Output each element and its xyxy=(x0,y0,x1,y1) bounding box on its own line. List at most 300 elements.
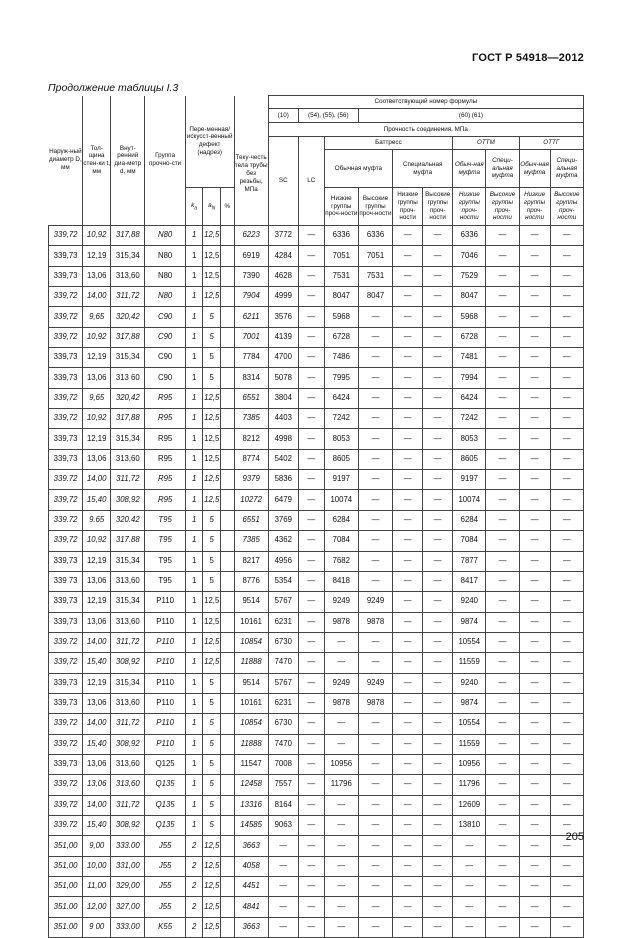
cell-an: 5 xyxy=(203,673,221,693)
cell-ottm-normal: 9874 xyxy=(453,612,486,632)
cell-wall-thickness: 10,92 xyxy=(83,409,111,429)
cell-ottm-special: — xyxy=(486,877,519,897)
cell-yield-strength: 8776 xyxy=(234,571,268,591)
cell-ottm-normal: — xyxy=(453,917,486,937)
cell-ottg-normal: — xyxy=(519,449,550,469)
cell-outer-diameter: 339,73 xyxy=(49,551,83,571)
cell-ottg-special: — xyxy=(550,734,583,754)
cell-buttress-normal-low: 7995 xyxy=(324,368,358,388)
cell-buttress-special-low: — xyxy=(393,693,423,713)
cell-ottg-normal: — xyxy=(519,734,550,754)
cell-an: 5 xyxy=(203,754,221,774)
cell-ottg-normal: — xyxy=(519,246,550,266)
cell-inner-diameter: 315,34 xyxy=(111,592,145,612)
cell-yield-strength: 9379 xyxy=(234,470,268,490)
cell-buttress-special-low: — xyxy=(393,551,423,571)
cell-ottg-special: — xyxy=(550,836,583,856)
cell-lc: — xyxy=(298,226,324,246)
cell-lc: — xyxy=(298,571,324,591)
cell-buttress-special-high: — xyxy=(423,409,453,429)
cell-buttress-special-high: — xyxy=(423,470,453,490)
cell-buttress-normal-high: — xyxy=(358,531,392,551)
cell-lc: — xyxy=(298,246,324,266)
cell-inner-diameter: 315,34 xyxy=(111,246,145,266)
cell-inner-diameter: 317,88 xyxy=(111,226,145,246)
cell-buttress-normal-high: — xyxy=(358,632,392,652)
cell-wall-thickness: 13,06 xyxy=(83,266,111,286)
cell-sc: — xyxy=(268,836,298,856)
cell-buttress-normal-high: — xyxy=(358,836,392,856)
cell-strength-group: N80 xyxy=(145,226,185,246)
cell-sc: 5402 xyxy=(268,449,298,469)
cell-ottg-normal: — xyxy=(519,815,550,835)
cell-ottm-normal: 9874 xyxy=(453,693,486,713)
table-row xyxy=(49,754,584,774)
header-blank xyxy=(234,96,268,123)
cell-wall-thickness: 13,06 xyxy=(83,754,111,774)
cell-ottm-normal: — xyxy=(453,856,486,876)
cell-ottg-special: — xyxy=(550,632,583,652)
cell-ottm-normal: 13810 xyxy=(453,815,486,835)
cell-buttress-normal-low: 9249 xyxy=(324,592,358,612)
cell-outer-diameter: 339.72 xyxy=(49,632,83,652)
cell-ottm-normal: 6424 xyxy=(453,388,486,408)
cell-buttress-special-low: — xyxy=(393,490,423,510)
cell-percent xyxy=(221,266,234,286)
cell-percent xyxy=(221,307,234,327)
cell-buttress-special-low: — xyxy=(393,246,423,266)
cell-outer-diameter: 351,00 xyxy=(49,856,83,876)
cell-yield-strength: 8774 xyxy=(234,449,268,469)
cell-ka: 1 xyxy=(185,409,203,429)
cell-ottg-special: — xyxy=(550,307,583,327)
cell-ottg-special: — xyxy=(550,612,583,632)
cell-ottg-special: — xyxy=(550,795,583,815)
cell-strength-group: Q135 xyxy=(145,795,185,815)
cell-yield-strength: 7784 xyxy=(234,348,268,368)
cell-ottg-normal: — xyxy=(519,551,550,571)
cell-percent xyxy=(221,917,234,937)
cell-an: 5 xyxy=(203,307,221,327)
cell-ka: 1 xyxy=(185,592,203,612)
formula-60-61: (60) (61) xyxy=(358,109,583,123)
cell-sc: 6730 xyxy=(268,714,298,734)
table-row xyxy=(49,592,584,612)
cell-percent xyxy=(221,734,234,754)
cell-ottg-normal: — xyxy=(519,836,550,856)
cell-yield-strength: 10854 xyxy=(234,632,268,652)
cell-buttress-normal-high: 8047 xyxy=(358,287,392,307)
cell-outer-diameter: 339,73 xyxy=(49,693,83,713)
cell-buttress-special-high: — xyxy=(423,815,453,835)
cell-ottm-special: — xyxy=(486,917,519,937)
cell-an: 5 xyxy=(203,734,221,754)
cell-inner-diameter: 308,92 xyxy=(111,653,145,673)
cell-lc: — xyxy=(298,327,324,347)
cell-an: 12,5 xyxy=(203,917,221,937)
cell-ottm-normal: 11796 xyxy=(453,775,486,795)
cell-ottm-normal: 6336 xyxy=(453,226,486,246)
cell-ottg-normal: — xyxy=(519,632,550,652)
cell-strength-group: R95 xyxy=(145,429,185,449)
cell-strength-group: J55 xyxy=(145,877,185,897)
cell-an: 12,5 xyxy=(203,429,221,449)
cell-wall-thickness: 12,00 xyxy=(83,897,111,917)
cell-buttress-special-high: — xyxy=(423,368,453,388)
cell-buttress-normal-low: 8605 xyxy=(324,449,358,469)
cell-percent xyxy=(221,490,234,510)
cell-buttress-special-low: — xyxy=(393,917,423,937)
table-row xyxy=(49,877,584,897)
cell-an: 5 xyxy=(203,327,221,347)
cell-yield-strength: 13316 xyxy=(234,795,268,815)
cell-ottm-special: — xyxy=(486,409,519,429)
cell-ottg-special: — xyxy=(550,551,583,571)
cell-buttress-normal-high: — xyxy=(358,327,392,347)
cell-percent xyxy=(221,815,234,835)
cell-wall-thickness: 14,00 xyxy=(83,795,111,815)
cell-an: 12,5 xyxy=(203,266,221,286)
cell-buttress-special-high: — xyxy=(423,632,453,652)
cell-buttress-normal-high: — xyxy=(358,429,392,449)
cell-sc: 5836 xyxy=(268,470,298,490)
cell-buttress-special-high: — xyxy=(423,795,453,815)
cell-buttress-special-low: — xyxy=(393,287,423,307)
cell-ka: 1 xyxy=(185,429,203,449)
cell-wall-thickness: 11,00 xyxy=(83,877,111,897)
table-row xyxy=(49,246,584,266)
cell-lc: — xyxy=(298,836,324,856)
table-row xyxy=(49,510,584,530)
cell-ottg-normal: — xyxy=(519,409,550,429)
cell-percent xyxy=(221,368,234,388)
cell-outer-diameter: 339,73 xyxy=(49,246,83,266)
cell-outer-diameter: 339,72 xyxy=(49,226,83,246)
cell-sc: 4362 xyxy=(268,531,298,551)
cell-buttress-normal-high: — xyxy=(358,795,392,815)
cell-wall-thickness: 12,19 xyxy=(83,246,111,266)
cell-buttress-special-high: — xyxy=(423,388,453,408)
cell-buttress-special-high: — xyxy=(423,673,453,693)
cell-sc: 6730 xyxy=(268,632,298,652)
cell-percent xyxy=(221,612,234,632)
cell-buttress-normal-low: 8047 xyxy=(324,287,358,307)
cell-ottm-normal: 7481 xyxy=(453,348,486,368)
cell-buttress-normal-high: 9249 xyxy=(358,673,392,693)
cell-ottg-special: — xyxy=(550,266,583,286)
cell-ottg-special: — xyxy=(550,449,583,469)
col-inner-diameter: Внут-ренний диа-метр d, мм xyxy=(111,96,145,226)
cell-yield-strength: 3663 xyxy=(234,917,268,937)
cell-ottm-special: — xyxy=(486,673,519,693)
cell-sc: 6231 xyxy=(268,612,298,632)
cell-ka: 1 xyxy=(185,815,203,835)
cell-strength-group: P110 xyxy=(145,632,185,652)
cell-ka: 1 xyxy=(185,246,203,266)
cell-ka: 1 xyxy=(185,551,203,571)
ottg-normal-low: Низкие группы проч-ности xyxy=(519,188,550,226)
cell-ottm-special: — xyxy=(486,307,519,327)
cell-buttress-normal-low: — xyxy=(324,877,358,897)
cell-wall-thickness: 15,40 xyxy=(83,653,111,673)
cell-ottm-special: — xyxy=(486,470,519,490)
cell-ottg-special: — xyxy=(550,409,583,429)
cell-sc: 4999 xyxy=(268,287,298,307)
cell-sc: 4403 xyxy=(268,409,298,429)
cell-buttress-special-high: — xyxy=(423,531,453,551)
cell-ottm-special: — xyxy=(486,592,519,612)
cell-buttress-special-low: — xyxy=(393,388,423,408)
ottg-special-high: Высокие группы проч-ности xyxy=(550,188,583,226)
cell-buttress-normal-low: 9878 xyxy=(324,693,358,713)
cell-ottg-special: — xyxy=(550,510,583,530)
cell-ottg-normal: — xyxy=(519,226,550,246)
cell-ottg-normal: — xyxy=(519,877,550,897)
buttress-special-high: Высокие группы проч-ности xyxy=(423,188,453,226)
cell-outer-diameter: 351.00 xyxy=(49,897,83,917)
cell-strength-group: N80 xyxy=(145,246,185,266)
cell-ka: 1 xyxy=(185,307,203,327)
cell-inner-diameter: 315,34 xyxy=(111,551,145,571)
cell-ottg-normal: — xyxy=(519,470,550,490)
cell-yield-strength: 14585 xyxy=(234,815,268,835)
cell-ottm-special: — xyxy=(486,714,519,734)
cell-lc: — xyxy=(298,551,324,571)
cell-strength-group: Q125 xyxy=(145,754,185,774)
cell-ottm-special: — xyxy=(486,531,519,551)
cell-outer-diameter: 339,72 xyxy=(49,795,83,815)
cell-outer-diameter: 351,00 xyxy=(49,877,83,897)
cell-outer-diameter: 339,72 xyxy=(49,327,83,347)
cell-strength-group: P110 xyxy=(145,673,185,693)
col-yield-strength: Теку-честь тела трубы без резьбы, МПа xyxy=(234,123,268,226)
cell-percent xyxy=(221,653,234,673)
cell-ka: 1 xyxy=(185,388,203,408)
cell-strength-group: P110 xyxy=(145,734,185,754)
cell-buttress-normal-low: — xyxy=(324,856,358,876)
cell-strength-group: J55 xyxy=(145,856,185,876)
cell-ka: 1 xyxy=(185,226,203,246)
header-ottg: ОТТГ xyxy=(519,137,583,150)
col-percent: % xyxy=(221,188,234,226)
cell-buttress-special-high: — xyxy=(423,510,453,530)
cell-ottm-normal: — xyxy=(453,897,486,917)
cell-ottm-special: — xyxy=(486,287,519,307)
cell-outer-diameter: 339.72 xyxy=(49,815,83,835)
cell-ottm-special: — xyxy=(486,490,519,510)
cell-buttress-normal-low: 9249 xyxy=(324,673,358,693)
cell-sc: 7008 xyxy=(268,754,298,774)
cell-inner-diameter: 333.00 xyxy=(111,836,145,856)
table-row xyxy=(49,653,584,673)
cell-ottg-special: — xyxy=(550,348,583,368)
cell-ottm-normal: 9240 xyxy=(453,673,486,693)
cell-ka: 2 xyxy=(185,917,203,937)
cell-sc: 4139 xyxy=(268,327,298,347)
cell-buttress-normal-high: — xyxy=(358,877,392,897)
cell-yield-strength: 11888 xyxy=(234,653,268,673)
cell-ottg-special: — xyxy=(550,429,583,449)
cell-buttress-normal-low: 7531 xyxy=(324,266,358,286)
cell-ottg-normal: — xyxy=(519,571,550,591)
cell-ottg-special: — xyxy=(550,917,583,937)
table-row xyxy=(49,551,584,571)
cell-buttress-special-high: — xyxy=(423,653,453,673)
cell-yield-strength: 4451 xyxy=(234,877,268,897)
cell-buttress-special-low: — xyxy=(393,368,423,388)
cell-ottm-normal: — xyxy=(453,877,486,897)
cell-buttress-normal-high: — xyxy=(358,470,392,490)
table-row xyxy=(49,531,584,551)
cell-ottm-special: — xyxy=(486,368,519,388)
cell-wall-thickness: 14,00 xyxy=(83,470,111,490)
cell-buttress-normal-high: 7051 xyxy=(358,246,392,266)
cell-buttress-normal-high: — xyxy=(358,490,392,510)
cell-inner-diameter: 311,72 xyxy=(111,287,145,307)
header-buttress: Баттресс xyxy=(324,137,453,150)
cell-buttress-special-low: — xyxy=(393,653,423,673)
cell-sc: 4998 xyxy=(268,429,298,449)
cell-ottm-normal: 11559 xyxy=(453,734,486,754)
cell-inner-diameter: 308,92 xyxy=(111,734,145,754)
cell-ottm-special: — xyxy=(486,734,519,754)
cell-ka: 2 xyxy=(185,836,203,856)
cell-an: 12,5 xyxy=(203,246,221,266)
cell-ottm-special: — xyxy=(486,836,519,856)
cell-buttress-special-high: — xyxy=(423,693,453,713)
cell-ottg-special: — xyxy=(550,327,583,347)
cell-an: 12,5 xyxy=(203,226,221,246)
cell-buttress-normal-high: — xyxy=(358,348,392,368)
cell-buttress-normal-high: 9878 xyxy=(358,693,392,713)
table-body xyxy=(49,226,584,938)
cell-ottg-normal: — xyxy=(519,266,550,286)
cell-buttress-special-low: — xyxy=(393,754,423,774)
table-row xyxy=(49,409,584,429)
cell-outer-diameter: 339,72 xyxy=(49,714,83,734)
cell-lc: — xyxy=(298,714,324,734)
cell-ka: 1 xyxy=(185,266,203,286)
cell-outer-diameter: 339 73 xyxy=(49,571,83,591)
cell-strength-group: R95 xyxy=(145,490,185,510)
cell-ottm-normal: 7242 xyxy=(453,409,486,429)
cell-ottm-normal: 12609 xyxy=(453,795,486,815)
cell-ka: 1 xyxy=(185,368,203,388)
col-wall-thickness: Тол-щина стен-ки t, мм xyxy=(83,96,111,226)
cell-inner-diameter: 313,60 xyxy=(111,693,145,713)
cell-ka: 2 xyxy=(185,877,203,897)
cell-outer-diameter: 339,73 xyxy=(49,754,83,774)
cell-buttress-normal-high: — xyxy=(358,714,392,734)
cell-ottg-normal: — xyxy=(519,388,550,408)
cell-yield-strength: 9514 xyxy=(234,592,268,612)
cell-ottg-special: — xyxy=(550,592,583,612)
cell-ottm-special: — xyxy=(486,266,519,286)
cell-strength-group: P110 xyxy=(145,612,185,632)
cell-ottm-normal: 8417 xyxy=(453,571,486,591)
cell-wall-thickness: 12,19 xyxy=(83,592,111,612)
header-joint-strength: Прочность соединения, МПа xyxy=(268,123,583,137)
cell-buttress-special-high: — xyxy=(423,917,453,937)
cell-yield-strength: 7385 xyxy=(234,531,268,551)
table-row xyxy=(49,307,584,327)
cell-buttress-normal-high: — xyxy=(358,917,392,937)
cell-buttress-special-high: — xyxy=(423,429,453,449)
table-row xyxy=(49,632,584,652)
cell-buttress-special-high: — xyxy=(423,836,453,856)
cell-ottm-normal: 7877 xyxy=(453,551,486,571)
cell-buttress-normal-high: — xyxy=(358,754,392,774)
cell-strength-group: P110 xyxy=(145,653,185,673)
cell-ka: 1 xyxy=(185,449,203,469)
cell-percent xyxy=(221,897,234,917)
table-row xyxy=(49,673,584,693)
cell-lc: — xyxy=(298,877,324,897)
cell-inner-diameter: 313,60 xyxy=(111,449,145,469)
cell-lc: — xyxy=(298,897,324,917)
cell-an: 5 xyxy=(203,775,221,795)
cell-buttress-normal-high: — xyxy=(358,388,392,408)
header-ottm: ОТТМ xyxy=(453,137,519,150)
cell-an: 12,5 xyxy=(203,470,221,490)
cell-buttress-special-low: — xyxy=(393,307,423,327)
cell-wall-thickness: 10,92 xyxy=(83,226,111,246)
cell-lc: — xyxy=(298,693,324,713)
cell-an: 12,5 xyxy=(203,653,221,673)
cell-lc: — xyxy=(298,632,324,652)
standard-number: ГОСТ Р 54918—2012 xyxy=(472,52,584,64)
cell-buttress-normal-low: 6284 xyxy=(324,510,358,530)
cell-buttress-special-high: — xyxy=(423,877,453,897)
cell-ottg-normal: — xyxy=(519,287,550,307)
cell-yield-strength: 10272 xyxy=(234,490,268,510)
cell-lc: — xyxy=(298,287,324,307)
cell-ottg-special: — xyxy=(550,653,583,673)
cell-inner-diameter: 311,72 xyxy=(111,632,145,652)
cell-ottm-normal: 9240 xyxy=(453,592,486,612)
cell-ottm-special: — xyxy=(486,754,519,774)
cell-buttress-special-low: — xyxy=(393,795,423,815)
cell-inner-diameter: 308,92 xyxy=(111,815,145,835)
cell-outer-diameter: 351.00 xyxy=(49,917,83,937)
cell-buttress-special-low: — xyxy=(393,592,423,612)
cell-buttress-special-low: — xyxy=(393,856,423,876)
cell-ottm-special: — xyxy=(486,612,519,632)
cell-sc: 4956 xyxy=(268,551,298,571)
cell-wall-thickness: 13,06 xyxy=(83,612,111,632)
cell-buttress-special-low: — xyxy=(393,877,423,897)
cell-buttress-normal-low: — xyxy=(324,734,358,754)
cell-buttress-special-low: — xyxy=(393,571,423,591)
cell-strength-group: C90 xyxy=(145,348,185,368)
cell-outer-diameter: 339,73 xyxy=(49,348,83,368)
cell-strength-group: C90 xyxy=(145,368,185,388)
cell-wall-thickness: 10,00 xyxy=(83,856,111,876)
cell-ottm-normal: 9197 xyxy=(453,470,486,490)
table-row xyxy=(49,917,584,937)
cell-buttress-normal-high: — xyxy=(358,551,392,571)
cell-ka: 2 xyxy=(185,897,203,917)
cell-ottm-special: — xyxy=(486,897,519,917)
col-outer-diameter: Наруж-ный диаметр D, мм xyxy=(49,96,83,226)
cell-ottm-normal: 7994 xyxy=(453,368,486,388)
table-caption: Продолжение таблицы I.3 xyxy=(48,82,179,94)
cell-ottg-special: — xyxy=(550,856,583,876)
cell-ottg-normal: — xyxy=(519,429,550,449)
cell-buttress-normal-low: 11796 xyxy=(324,775,358,795)
cell-wall-thickness: 10,92 xyxy=(83,531,111,551)
cell-ka: 1 xyxy=(185,470,203,490)
